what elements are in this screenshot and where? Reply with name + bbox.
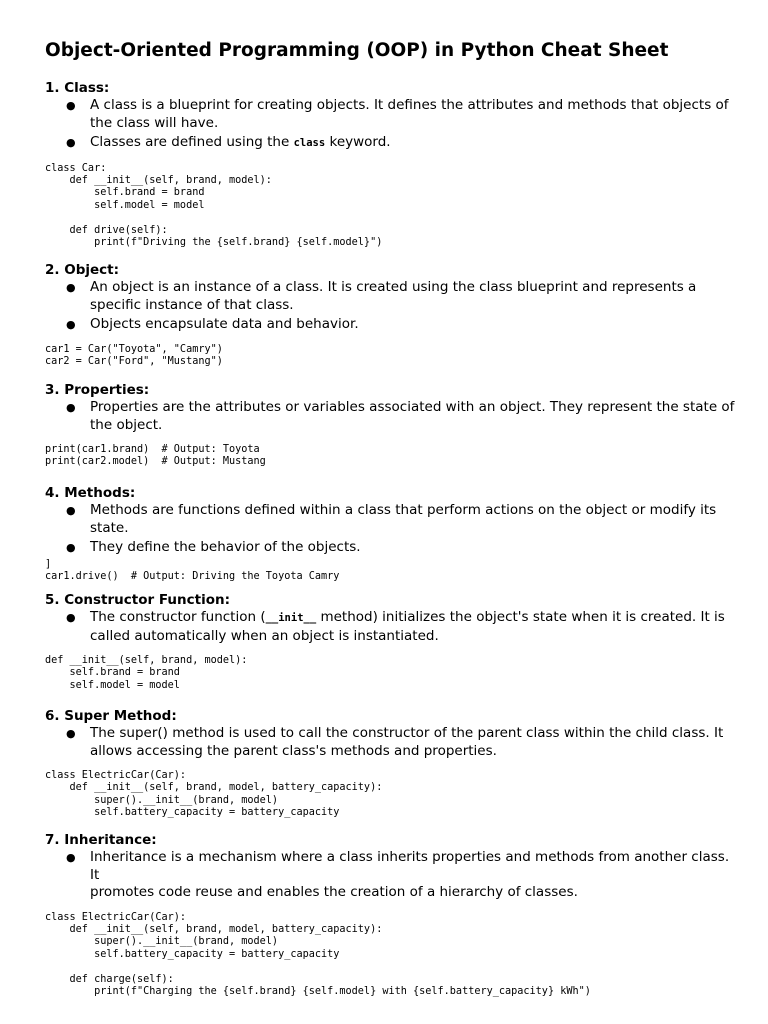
list-item (45, 725, 735, 760)
bullet-icon: ● (66, 504, 76, 517)
bullet-icon: ● (66, 401, 76, 414)
bullet-icon: ● (66, 611, 76, 624)
bullet-text-continued: specific instance of that class. (90, 296, 294, 313)
code-block: class Car: def __init__(self, brand, model): self.brand = brand self.model = model def drive(self): print(f"Driving the {self.brand} {self.model}") (45, 162, 383, 248)
list-item (45, 134, 735, 153)
code-block: def __init__(self, brand, model): self.brand = brand self.model = model (45, 655, 248, 691)
section-heading: 5. Constructor Function: (45, 592, 230, 608)
bullet-list (45, 279, 735, 334)
list-item (45, 316, 735, 334)
bullet-text-continued: state. (90, 519, 129, 536)
bullet-icon: ● (66, 727, 76, 740)
bullet-list (45, 849, 735, 902)
bullet-icon: ● (66, 136, 76, 149)
code-block: print(car1.brand) # Output: Toyota print(car2.model) # Output: Mustang (45, 444, 266, 468)
bullet-text: Properties are the attributes or variables associated with an object. They represent the state of (90, 399, 735, 415)
bullet-text-end: method) initializes the object's state when it is created. It is (316, 609, 725, 625)
section-heading: 4. Methods: (45, 485, 136, 501)
bullet-list (45, 399, 735, 434)
inline-code: class (293, 137, 326, 149)
bullet-text: They define the behavior of the objects. (90, 539, 361, 555)
section-object (45, 262, 735, 368)
section-methods (45, 485, 735, 583)
inline-code: __init__ (265, 612, 317, 624)
section-constructor (45, 592, 735, 692)
bullet-icon: ● (66, 281, 76, 294)
list-item (45, 97, 735, 132)
bullet-icon: ● (66, 851, 76, 864)
bullet-text: Inheritance is a mechanism where a class inherits properties and methods from another class. It (90, 849, 730, 883)
bullet-text-end: keyword. (325, 134, 391, 150)
bullet-text-continued: the object. (90, 416, 163, 433)
bullet-text: Methods are functions defined within a class that perform actions on the object or modify its (90, 502, 717, 518)
section-super-method (45, 708, 735, 820)
section-properties (45, 382, 735, 469)
list-item (45, 279, 735, 314)
bullet-list (45, 725, 735, 760)
bullet-icon: ● (66, 541, 76, 554)
bullet-text-continued: allows accessing the parent class's methods and properties. (90, 742, 497, 759)
bullet-text: A class is a blueprint for creating objects. It defines the attributes and methods that objects of (90, 97, 729, 113)
list-item (45, 539, 735, 557)
code-block: class ElectricCar(Car): def __init__(self, brand, model, battery_capacity): super().__init__(brand, model) self.battery_capacity = battery_capacity def charge(self): print(f"Charging the {self.brand} {self.model} with {self.battery_capacity} kWh") (45, 911, 591, 997)
section-heading: 1. Class: (45, 80, 110, 96)
code-block: ] car1.drive() # Output: Driving the Toyota Camry (45, 558, 340, 582)
bullet-icon: ● (66, 99, 76, 112)
bullet-text: An object is an instance of a class. It is created using the class blueprint and represents a (90, 279, 697, 295)
bullet-text: Classes are defined using the (90, 134, 294, 150)
section-inheritance (45, 832, 735, 998)
list-item (45, 399, 735, 434)
page-title: Object-Oriented Programming (OOP) in Python Cheat Sheet (45, 40, 669, 61)
bullet-text: The constructor function ( (90, 609, 266, 625)
list-item (45, 849, 735, 902)
list-item (45, 502, 735, 537)
bullet-text-continued: promotes code reuse and enables the creation of a hierarchy of classes. (90, 884, 578, 900)
section-heading: 2. Object: (45, 262, 119, 278)
section-heading: 3. Properties: (45, 382, 150, 398)
section-heading: 7. Inheritance: (45, 832, 157, 848)
section-class (45, 80, 735, 249)
code-block: class ElectricCar(Car): def __init__(self, brand, model, battery_capacity): super().__init__(brand, model) self.battery_capacity = battery_capacity (45, 770, 383, 819)
section-heading: 6. Super Method: (45, 708, 177, 724)
bullet-list (45, 609, 735, 645)
bullet-text: Objects encapsulate data and behavior. (90, 316, 359, 332)
bullet-list (45, 502, 735, 557)
code-block: car1 = Car("Toyota", "Camry") car2 = Car("Ford", "Mustang") (45, 343, 223, 367)
bullet-text-continued: the class will have. (90, 114, 219, 131)
bullet-icon: ● (66, 318, 76, 331)
bullet-text-continued: called automatically when an object is instantiated. (90, 627, 439, 644)
list-item (45, 609, 735, 645)
bullet-list (45, 97, 735, 153)
bullet-text: The super() method is used to call the constructor of the parent class within the child class. It (90, 725, 724, 741)
